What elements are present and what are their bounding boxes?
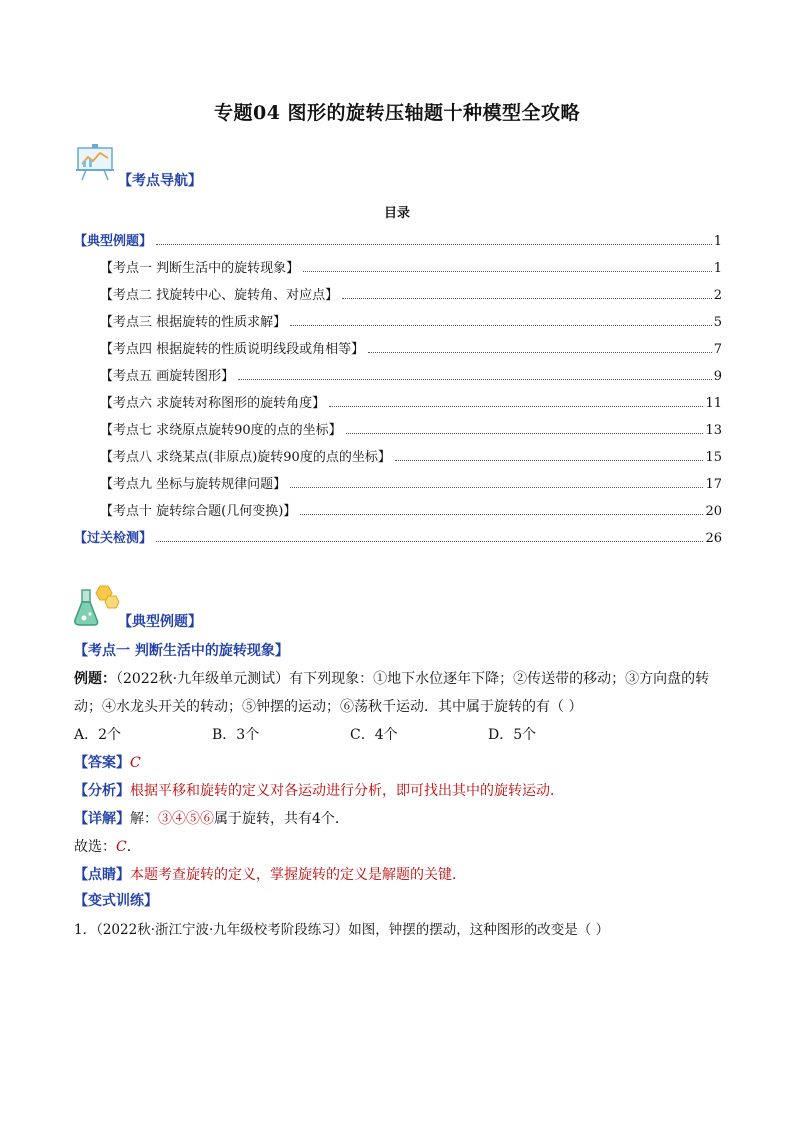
toc-leader: [290, 487, 703, 488]
toc-item[interactable]: [100, 338, 722, 360]
example-line-2: 动；④水龙头开关的转动；⑤钟摆的运动；⑥荡秋千运动．其中属于旋转的有（ ）: [74, 699, 583, 715]
toc-item[interactable]: [74, 230, 722, 252]
variant-heading: 【变式训练】: [74, 893, 158, 909]
toc-item-label: 【考点四 根据旋转的性质说明线段或角相等】: [100, 342, 365, 357]
toc-item[interactable]: [100, 419, 722, 441]
toc-item-page: 1: [713, 261, 722, 276]
comment-tag: 【点睛】: [74, 867, 130, 883]
toc-item[interactable]: [100, 500, 722, 522]
toc-leader: [329, 406, 703, 407]
toc-leader: [368, 352, 712, 353]
choice-c[interactable]: C．4个: [350, 727, 398, 743]
comment-text: 本题考查旋转的定义，掌握旋转的定义是解题的关键．: [130, 867, 466, 883]
toc-item-label: 【考点八 求绕某点(非原点)旋转90度的点的坐标】: [100, 450, 391, 465]
detail-post: 属于旋转，共有4个．: [214, 811, 349, 827]
choice-b[interactable]: B．3个: [212, 727, 260, 743]
choice-a[interactable]: A．2个: [74, 727, 122, 743]
toc-item-label: 【考点一 判断生活中的旋转现象】: [100, 261, 300, 276]
toc-item[interactable]: [74, 527, 722, 549]
detail-tag: 【详解】: [74, 811, 130, 827]
toc-item-page: 15: [705, 450, 722, 465]
example-prefix: 例题：: [74, 671, 116, 687]
toc-item-label: 【考点六 求旋转对称图形的旋转角度】: [100, 396, 326, 411]
choose-line: [74, 836, 734, 856]
toc-item[interactable]: [100, 446, 722, 468]
toc-item-page: 5: [713, 315, 722, 330]
page-title: 专题04 图形的旋转压轴题十种模型全攻略: [213, 102, 581, 124]
toc-item[interactable]: [100, 311, 722, 333]
toc-item[interactable]: [100, 365, 722, 387]
toc-leader: [238, 379, 712, 380]
toc-item-page: 13: [705, 423, 722, 438]
nav-section-label: 【考点导航】: [118, 173, 202, 189]
toc-item-page: 11: [705, 396, 722, 411]
choose-pre: 故选：: [74, 839, 116, 855]
example-text-1: （2022秋·九年级单元测试）有下列现象：①地下水位逐年下降；②传送带的移动；③方向盘的转: [116, 671, 710, 687]
toc-item-page: 26: [705, 531, 722, 546]
toc-leader: [395, 460, 704, 461]
toc-item-page: 9: [713, 369, 722, 384]
section-label: 【典型例题】: [118, 614, 202, 630]
toc-item-label: 【考点五 画旋转图形】: [100, 369, 235, 384]
variant-question-1: 1．（2022秋·浙江宁波·九年级校考阶段练习）如图，钟摆的摆动，这种图形的改变是（ ）: [74, 922, 610, 938]
analysis-text: 根据平移和旋转的定义对各运动进行分析，即可找出其中的旋转运动．: [130, 783, 564, 799]
toc-leader: [290, 325, 712, 326]
detail-line: [74, 808, 734, 828]
choose-value: C: [116, 839, 127, 855]
answer-line: [74, 752, 734, 772]
toc-leader: [346, 433, 704, 434]
toc-item-page: 1: [713, 234, 722, 249]
topic-heading: 【考点一 判断生活中的旋转现象】: [74, 643, 289, 659]
toc-item-page: 17: [705, 477, 722, 492]
toc-item[interactable]: [100, 257, 722, 279]
toc-item-label: 【过关检测】: [74, 531, 153, 546]
toc-item-label: 【考点二 找旋转中心、旋转角、对应点】: [100, 288, 339, 303]
presentation-board-icon: [74, 142, 118, 182]
comment-line: [74, 864, 734, 884]
toc-leader: [156, 541, 703, 542]
answer-choices: [74, 724, 734, 746]
flask-icon: [72, 582, 120, 628]
choose-post: ．: [126, 839, 141, 855]
toc-heading: 目录: [383, 206, 410, 221]
choice-d[interactable]: D．5个: [488, 727, 537, 743]
toc-item-label: 【考点九 坐标与旋转规律问题】: [100, 477, 287, 492]
toc-item-label: 【考点三 根据旋转的性质求解】: [100, 315, 287, 330]
toc-leader: [303, 271, 712, 272]
toc-item[interactable]: [100, 284, 722, 306]
toc-item-label: 【典型例题】: [74, 234, 153, 249]
toc-item-label: 【考点十 旋转综合题(几何变换)】: [100, 504, 297, 519]
analysis-tag: 【分析】: [74, 783, 130, 799]
toc-item[interactable]: [100, 392, 722, 414]
toc-leader: [156, 244, 712, 245]
answer-tag: 【答案】: [74, 755, 130, 771]
detail-pre: 解：: [130, 811, 158, 827]
detail-marked: ③④⑤⑥: [158, 811, 214, 827]
toc-item-label: 【考点七 求绕原点旋转90度的点的坐标】: [100, 423, 342, 438]
analysis-line: [74, 780, 734, 800]
toc-item-page: 2: [713, 288, 722, 303]
toc-item-page: 20: [705, 504, 722, 519]
toc-leader: [300, 514, 703, 515]
toc-leader: [342, 298, 712, 299]
toc-item-page: 7: [713, 342, 722, 357]
toc-item[interactable]: [100, 473, 722, 495]
answer-value: C: [130, 755, 141, 771]
example-line-1: [74, 668, 734, 688]
